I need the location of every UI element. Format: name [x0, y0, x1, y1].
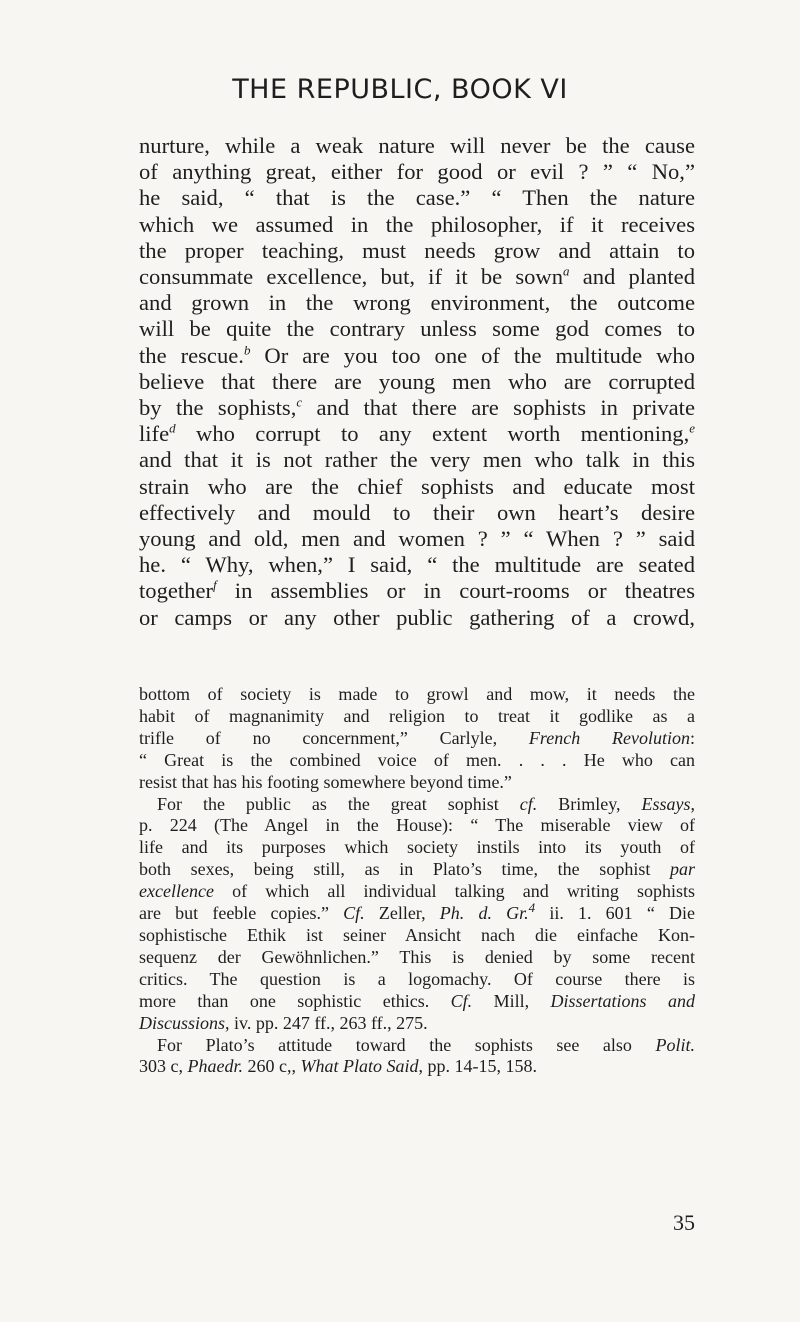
text-line: life$^d$ who corrupt to any extent worth mentioning,$^e$ [139, 420, 695, 447]
footnote-line: sophistische Ethik ist seiner Ansicht nach die einfache Kon- [139, 924, 695, 945]
text-line: by the sophists,$^c$ and that there are sophists in private [139, 394, 695, 421]
footnote-line: trifle of no concernment,” Carlyle, French Revolution: [139, 727, 695, 748]
text-line: and grown in the wrong environment, the outcome [139, 290, 695, 316]
text-line: which we assumed in the philosopher, if it receives [139, 211, 695, 237]
text-line: of anything great, either for good or evil ? ” “ No,” [139, 159, 695, 185]
footnote-marker: b [243, 342, 251, 358]
text-line: nurture, while a weak nature will never be the cause [139, 133, 695, 158]
footnote-line: are but feeble copies.” Cf. Zeller, Ph. d. Gr.$^4$ ii. 1. 601 “ Die [139, 900, 696, 924]
footnote-marker: e [689, 420, 695, 436]
footnote-marker: f [213, 577, 217, 593]
text-line: strain who are the chief sophists and educate most [139, 473, 695, 499]
text-line: young and old, men and women ? ” “ When ? ” said [139, 526, 695, 552]
footnote-line: bottom of society is made to growl and mow, it needs the [139, 684, 695, 704]
footnote-marker: a [563, 263, 570, 279]
page-number: 35 [673, 1210, 695, 1235]
text-line: or camps or any other public gathering of a crowd, [139, 604, 695, 630]
text-line: together$^f$ in assemblies or in court-rooms or theatres [139, 577, 695, 604]
footnote-line: resist that has his footing somewhere beyond time.” [139, 771, 512, 792]
text-line: effectively and mould to their own heart’s desire [139, 499, 695, 525]
text-line: consummate excellence, but, if it be sown$^a$ and planted [139, 263, 695, 290]
footnote-line: habit of magnanimity and religion to treat it godlike as a [139, 705, 695, 726]
footnote-marker: c [296, 394, 303, 410]
footnote-line: p. 224 (The Angel in the House): “ The miserable view of [139, 815, 695, 836]
footnote-line: For the public as the great sophist cf. Brimley, Essays, [157, 793, 695, 814]
footnote-line: both sexes, being still, as in Plato’s time, the sophist par [139, 859, 695, 880]
text-line: he. “ Why, when,” I said, “ the multitude are seated [139, 552, 695, 578]
footnote-line: more than one sophistic ethics. Cf. Mill, Dissertations and [139, 990, 695, 1011]
text-line: he said, “ that is the case.” “ Then the nature [139, 185, 695, 211]
footnotes [139, 684, 695, 1078]
footnote-line: life and its purposes which society instils into its youth of [139, 837, 695, 858]
footnote-marker: d [169, 420, 176, 436]
footnote-line: Discussions, iv. pp. 247 ff., 263 ff., 275. [139, 1012, 428, 1033]
text-line: will be quite the contrary unless some god comes to [139, 316, 695, 342]
main-text [139, 133, 695, 631]
text-line: the proper teaching, must needs grow and attain to [139, 237, 695, 263]
text-line: and that it is not rather the very men who talk in this [139, 447, 695, 473]
footnote-line: excellence of which all individual talking and writing sophists [139, 881, 695, 902]
footnote-line: critics. The question is a logomachy. Of course there is [139, 968, 695, 989]
footnote-line: “ Great is the combined voice of men. . . . He who can [139, 749, 695, 770]
footnote-line: sequenz der Gewöhnlichen.” This is denied by some recent [139, 946, 695, 967]
running-head: THE REPUBLIC, BOOK VI [232, 74, 568, 105]
footnote-line: 303 c, Phaedr. 260 c,, What Plato Said, pp. 14-15, 158. [139, 1056, 537, 1077]
text-line: the rescue.$^b$ Or are you too one of the multitude who [139, 342, 695, 368]
footnote-line: For Plato’s attitude toward the sophists see also Polit. [157, 1034, 696, 1055]
text-line: believe that there are young men who are corrupted [139, 368, 695, 394]
